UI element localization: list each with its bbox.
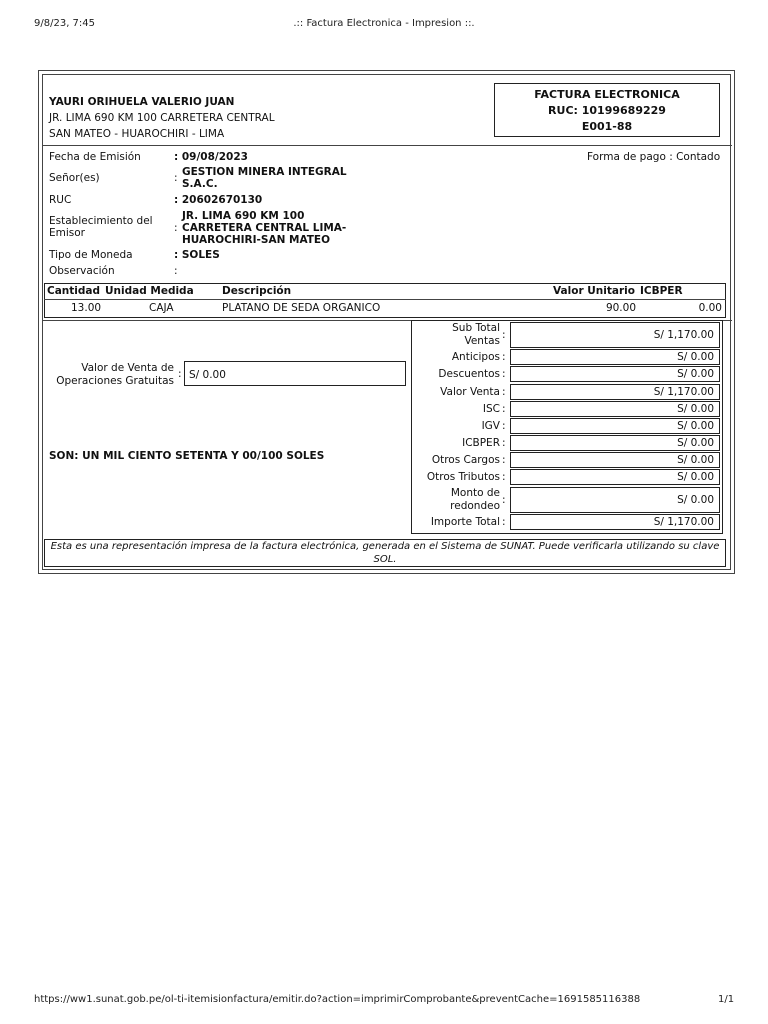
total-colon: : — [502, 351, 506, 363]
total-label: Descuentos — [438, 368, 500, 380]
total-colon: : — [502, 420, 506, 432]
fecha-value: : 09/08/2023 — [174, 151, 248, 163]
total-label: Sub Total — [452, 322, 500, 334]
total-value: S/ 0.00 — [510, 469, 720, 485]
total-colon: : — [502, 329, 506, 341]
col-icbper: ICBPER — [640, 285, 683, 297]
document-type: FACTURA ELECTRONICA — [534, 88, 680, 101]
total-colon: : — [502, 494, 506, 506]
ruc-value: : 20602670130 — [174, 194, 263, 206]
sunat-disclaimer: Esta es una representación impresa de la factura electrónica, generada en el Sistema de SUNAT. Puede verificarla utilizando su clave SOL. — [44, 539, 726, 567]
gratuitas-colon: : — [178, 368, 182, 380]
total-colon: : — [502, 437, 506, 449]
row-cantidad: 13.00 — [71, 302, 102, 314]
document-id-box — [494, 83, 720, 137]
moneda-value: : SOLES — [174, 249, 220, 261]
document-ruc: RUC: 10199689229 — [548, 104, 666, 117]
moneda-label: Tipo de Moneda — [49, 249, 133, 261]
total-label: Anticipos — [451, 351, 500, 363]
gratuitas-label-1: Valor de Venta de — [81, 362, 174, 374]
row-descripcion: PLATANO DE SEDA ORGANICO — [222, 302, 381, 314]
total-colon: : — [502, 386, 506, 398]
total-label: Importe Total — [430, 516, 500, 528]
col-valor-unitario: Valor Unitario — [553, 285, 635, 297]
senor-value-1: GESTION MINERA INTEGRAL — [182, 166, 347, 178]
total-colon: : — [502, 368, 506, 380]
total-value: S/ 1,170.00 — [510, 514, 720, 530]
observacion-colon: : — [174, 265, 178, 277]
amount-in-words: SON: UN MIL CIENTO SETENTA Y 00/100 SOLES — [49, 450, 325, 462]
establecimiento-colon: : — [174, 222, 178, 234]
senor-colon: : — [174, 172, 178, 184]
print-datetime: 9/8/23, 7:45 — [34, 18, 96, 29]
total-label: Monto de — [450, 487, 500, 499]
total-label: Ventas — [464, 335, 500, 347]
establecimiento-value-2: CARRETERA CENTRAL LIMA- — [182, 222, 347, 234]
fecha-label: Fecha de Emisión — [49, 151, 141, 163]
total-value: S/ 0.00 — [510, 452, 720, 468]
total-value: S/ 0.00 — [510, 401, 720, 417]
total-value: S/ 0.00 — [510, 435, 720, 451]
print-title: .:: Factura Electronica - Impresion ::. — [293, 18, 475, 29]
total-label: IGV — [481, 420, 500, 432]
establecimiento-label-2: Emisor — [49, 227, 85, 239]
emisor-address-1: JR. LIMA 690 KM 100 CARRETERA CENTRAL — [49, 112, 275, 124]
total-colon: : — [502, 403, 506, 415]
emisor-name: YAURI ORIHUELA VALERIO JUAN — [49, 96, 235, 108]
total-value: S/ 1,170.00 — [510, 322, 720, 348]
total-value: S/ 0.00 — [510, 418, 720, 434]
total-label: redondeo — [450, 500, 500, 512]
total-colon: : — [502, 454, 506, 466]
forma-pago: Forma de pago : Contado — [587, 151, 721, 163]
col-descripcion: Descripción — [222, 285, 292, 297]
establecimiento-label-1: Establecimiento del — [49, 215, 153, 227]
observacion-label: Observación — [49, 265, 115, 277]
senor-value-2: S.A.C. — [182, 178, 218, 190]
total-colon: : — [502, 471, 506, 483]
total-label: Valor Venta — [440, 386, 500, 398]
total-value: S/ 1,170.00 — [510, 384, 720, 400]
emisor-address-2: SAN MATEO - HUAROCHIRI - LIMA — [49, 128, 225, 140]
col-unidad-medida: Unidad Medida — [105, 285, 194, 297]
row-unidad: CAJA — [149, 302, 174, 314]
row-valor-unitario: 90.00 — [605, 302, 636, 314]
ruc-label: RUC — [49, 194, 72, 206]
items-table-header-divider — [44, 299, 726, 300]
print-url: https://ww1.sunat.gob.pe/ol-ti-itemisionfactura/emitir.do?action=imprimirComprobante&preventCache=1691585116388 — [34, 994, 641, 1005]
total-label: ISC — [482, 403, 500, 415]
total-colon: : — [502, 516, 506, 528]
establecimiento-value-1: JR. LIMA 690 KM 100 — [182, 210, 305, 222]
document-number: E001-88 — [581, 120, 633, 133]
establecimiento-value-3: HUAROCHIRI-SAN MATEO — [182, 234, 331, 246]
gratuitas-value: S/ 0.00 — [184, 361, 406, 386]
gratuitas-label-2: Operaciones Gratuitas — [56, 375, 174, 387]
divider — [42, 145, 732, 146]
col-cantidad: Cantidad — [47, 285, 101, 297]
total-value: S/ 0.00 — [510, 349, 720, 365]
total-value: S/ 0.00 — [510, 487, 720, 513]
print-page: 1/1 — [718, 994, 735, 1005]
senor-label: Señor(es) — [49, 172, 100, 184]
total-label: Otros Tributos — [426, 471, 500, 483]
total-label: ICBPER — [462, 437, 500, 449]
row-icbper: 0.00 — [698, 302, 722, 314]
total-label: Otros Cargos — [431, 454, 500, 466]
total-value: S/ 0.00 — [510, 366, 720, 382]
